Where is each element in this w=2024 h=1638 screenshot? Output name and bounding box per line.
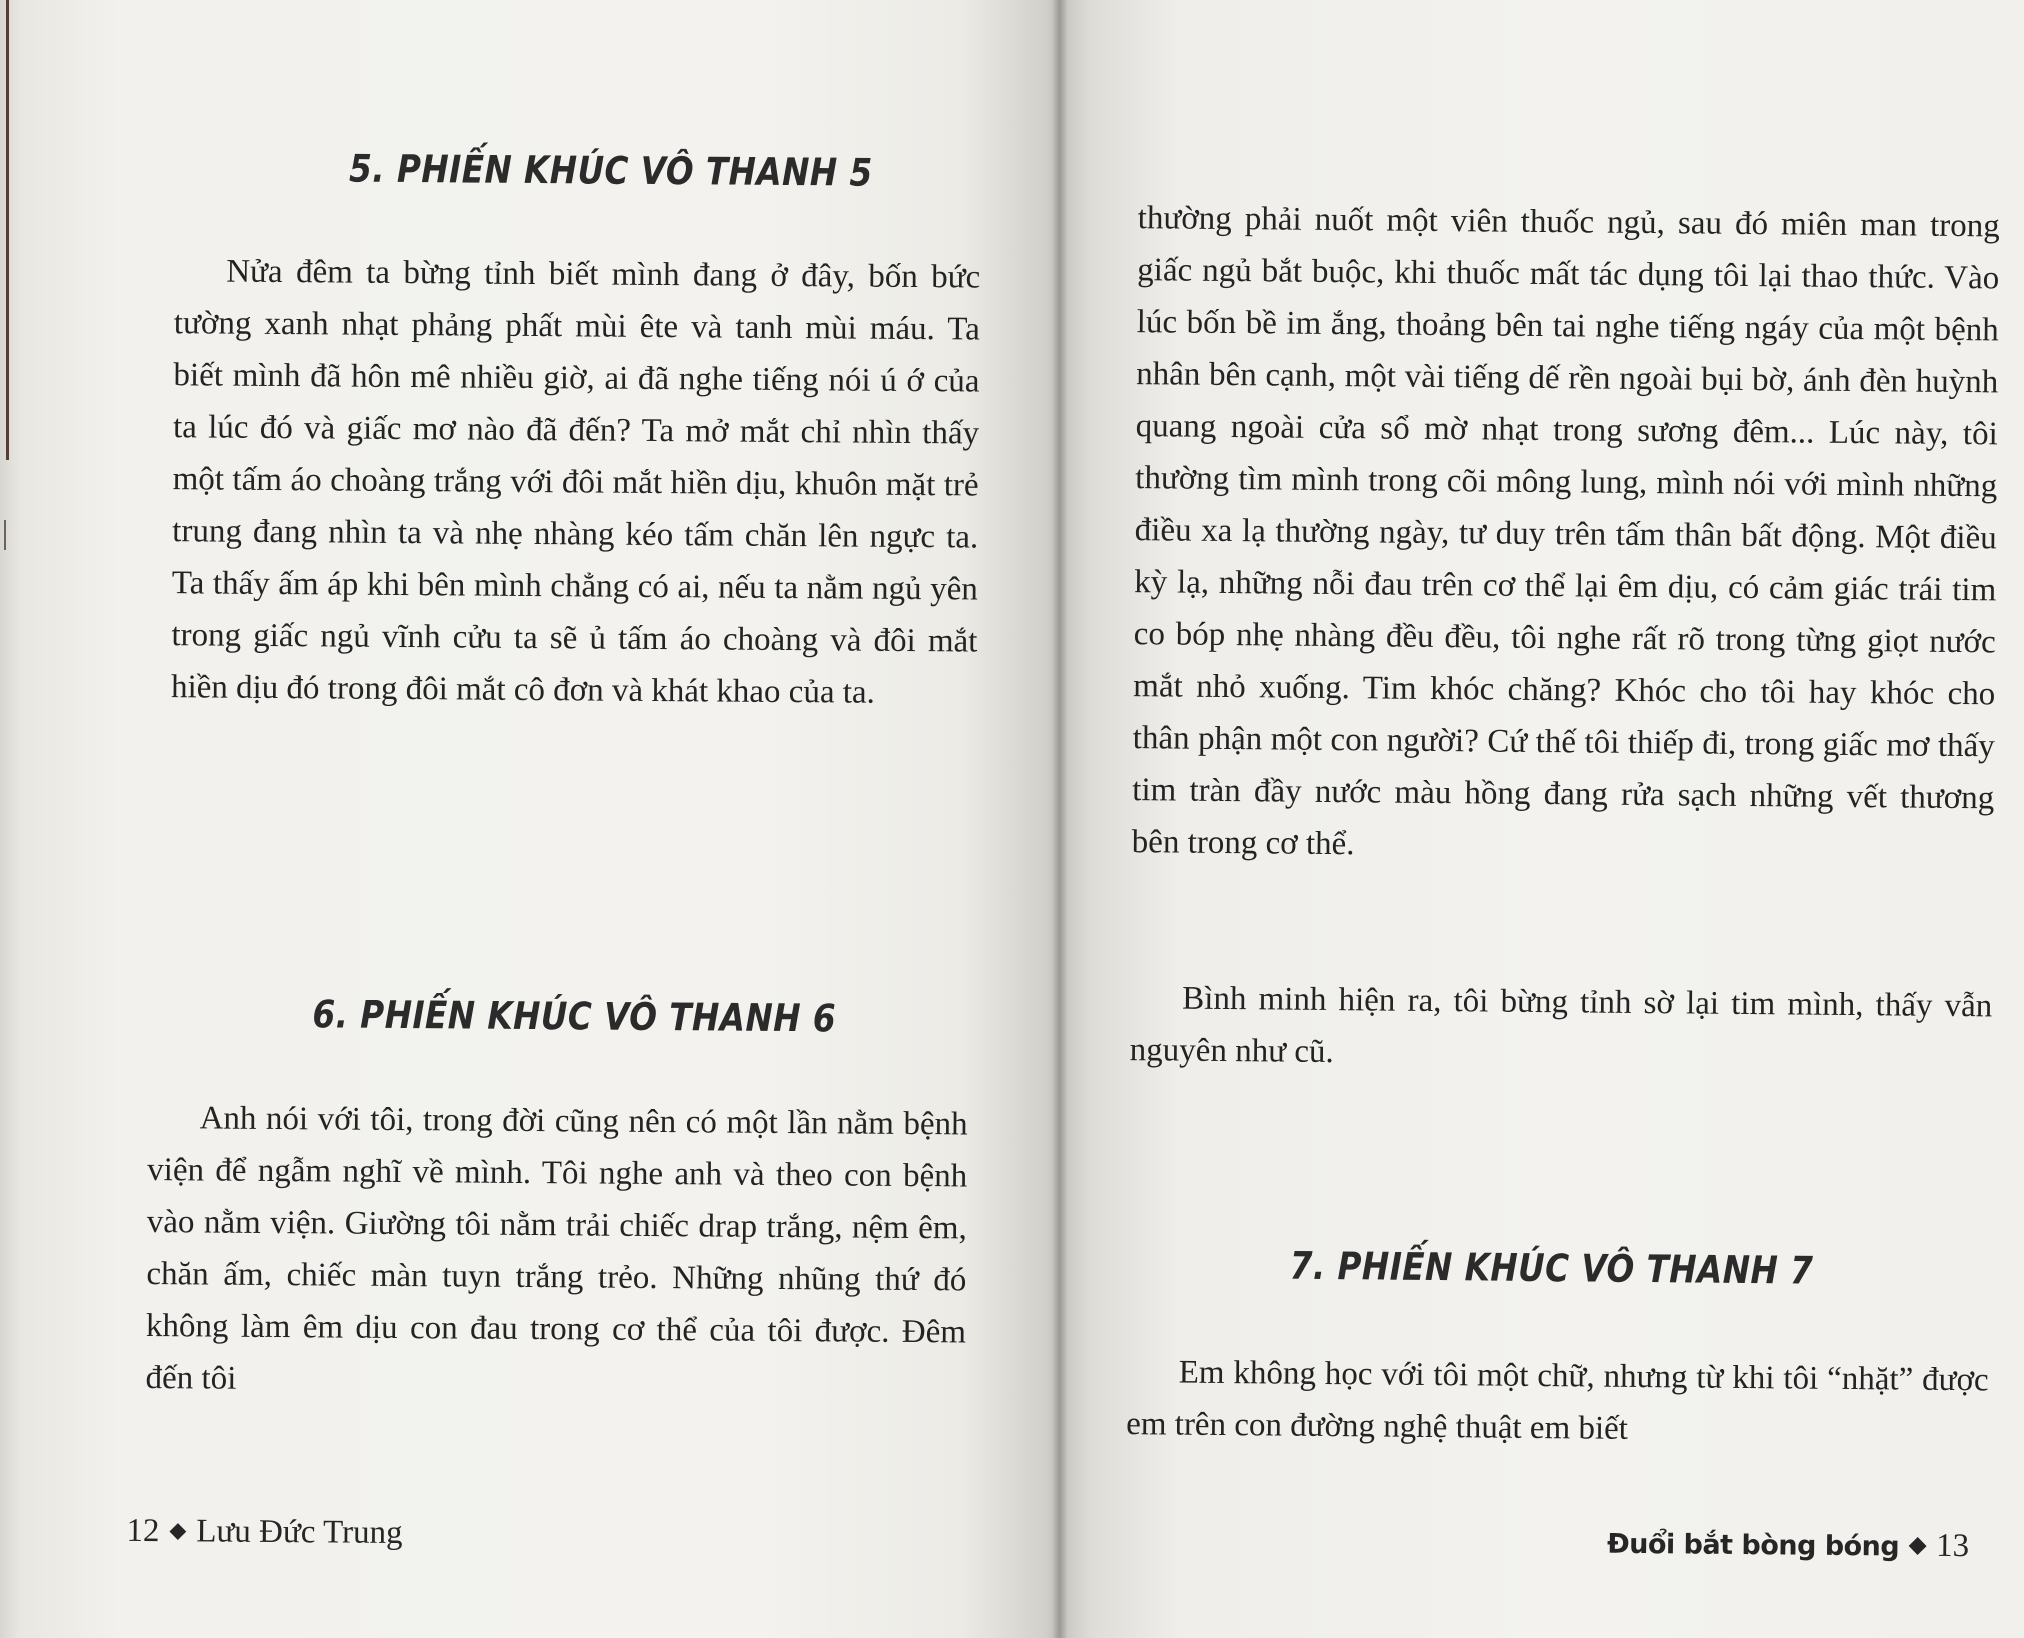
section-5-paragraph: Nửa đêm ta bừng tỉnh biết mình đang ở đây, bốn bức tường xanh nhạt phảng phất mùi ête và tanh mùi máu. Ta biết mình đã hôn mê nhiều giờ, ai đã nghe tiếng nói ú ớ của ta lúc đó và giấc mơ nào đã đến? Ta mở mắt chỉ nhìn thấy một tấm áo choàng trắng với đôi mắt hiền dịu, khuôn mặt trẻ trung đang nhìn ta và nhẹ nhàng kéo tấm chăn lên ngực ta. Ta thấy ấm áp khi bên mình chẳng có ai, nếu ta nằm ngủ yên trong giấc ngủ vĩnh cửu ta sẽ ủ tấm áo choàng và đôi mắt hiền dịu đó trong đôi mắt cô đơn và khát khao của ta. — [170, 253, 981, 711]
book-title: Đuổi bắt bòng bóng — [1606, 1528, 1900, 1563]
section-heading-7: 7. PHIẾN KHÚC VÔ THANH 7 — [1289, 1243, 1814, 1293]
section-6-closing-paragraph: Bình minh hiện ra, tôi bừng tỉnh sờ lại tim mình, thấy vẫn nguyên như cũ. — [1129, 980, 1993, 1071]
diamond-separator-icon: ◆ — [1909, 1531, 1927, 1557]
section-heading-5: 5. PHIẾN KHÚC VÔ THANH 5 — [348, 146, 873, 195]
diamond-separator-icon: ◆ — [169, 1517, 187, 1543]
section-6-paragraph: Anh nói với tôi, trong đời cũng nên có một lần nằm bệnh viện để ngẫm nghĩ về mình. Tôi nghe anh và theo con bệnh vào nằm viện. Giường tôi nằm trải chiếc drap trắng, nệm êm, chăn ấm, chiếc màn tuyn trắng trẻo. Những nhũng thứ đó không làm êm dịu con đau trong cơ thể của tôi được. Đêm đến tôi — [145, 1100, 968, 1397]
left-page-footer — [126, 1513, 403, 1552]
section-6-continued-paragraph: thường phải nuốt một viên thuốc ngủ, sau đó miên man trong giấc ngủ bắt buộc, khi thuốc mất tác dụng tôi lại thao thức. Vào lúc bốn bề im ắng, thoảng bên tai nghe tiếng ngáy của một bệnh nhân bên cạnh, một vài tiếng dế rền ngoài bụi bờ, ánh đèn huỳnh quang ngoài cửa sổ mờ nhạt trong sương đêm... Lúc này, tôi thường tìm mình trong cõi mông lung, mình nói với mình những điều xa lạ thường ngày, tư duy trên tấm thân bất động. Một điều kỳ lạ, những nỗi đau trên cơ thể lại êm dịu, có cảm giác trái tim co bóp nhẹ nhàng đều đều, tôi nghe rất rõ trong từng giọt nước mắt nhỏ xuống. Tim khóc chăng? Khóc cho tôi hay khóc cho thân phận một con người? Cứ thế tôi thiếp đi, trong giấc mơ thấy tim tràn đầy nước màu hồng đang rửa sạch những vết thương bên trong cơ thể. — [1131, 200, 2000, 863]
section-heading-6: 6. PHIẾN KHÚC VÔ THANH 6 — [312, 992, 837, 1041]
page-number-right: 13 — [1935, 1527, 1970, 1565]
book-gutter-shadow — [1052, 0, 1068, 1638]
right-page — [1060, 0, 2024, 1638]
right-page-footer — [1607, 1525, 1969, 1565]
section-7-paragraph: Em không học với tôi một chữ, nhưng từ khi tôi “nhặt” được em trên con đường nghệ thuật em biết — [1126, 1354, 1989, 1447]
author-name: Lưu Đức Trung — [196, 1513, 403, 1552]
page-number-left: 12 — [126, 1512, 160, 1550]
